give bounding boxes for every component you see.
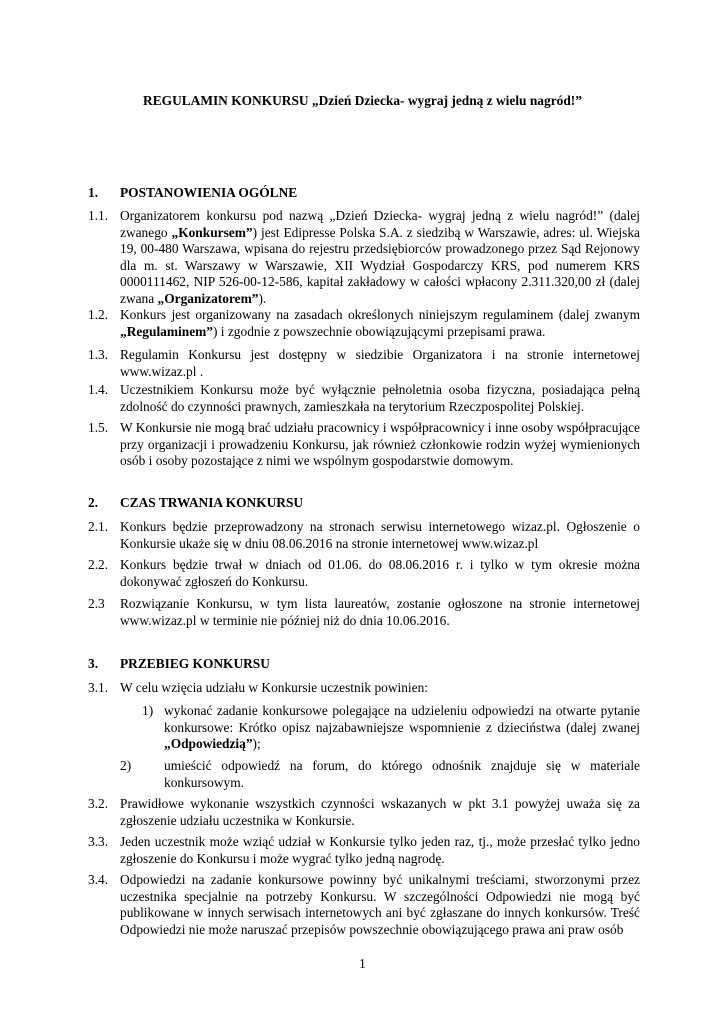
paragraph-text: Odpowiedzi na zadanie konkursowe powinny być unikalnymi treściami, stworzonymi przez uczestnika specjalnie na potrzeby Konkursu. W szczególności Odpowiedzi nie mogą być publikowane w innych serwisach internetowych ani być zgłaszane do innych konkursów. Treść Odpowiedzi nie może naruszać przepisów powszechnie obowiązującego prawa ani praw osób	[120, 872, 640, 937]
section-title: POSTANOWIENIA OGÓLNE	[120, 185, 298, 200]
paragraph-1-3	[88, 347, 640, 380]
section-heading-1	[88, 185, 297, 201]
paragraph-number: 2.1.	[88, 519, 109, 534]
list-item-text	[164, 703, 640, 753]
paragraph-text: W Konkursie nie mogą brać udziału pracownicy i współpracownicy i inne osoby współpracujące przy organizacji i prowadzeniu Konkursu, jak również członkowie rodzin wyżej wymienionych osób i osoby pozostające z nimi we wspólnym gospodarstwie domowym.	[120, 420, 640, 469]
paragraph-text: Prawidłowe wykonanie wszystkich czynności wskazanych w pkt 3.1 powyżej uważa się za zgłoszenie udziału uczestnika w Konkursie.	[120, 796, 640, 828]
section-title: PRZEBIEG KONKURSU	[120, 656, 270, 671]
paragraph-text	[120, 208, 640, 308]
section-number: 3.	[88, 656, 99, 671]
section-number: 2.	[88, 495, 99, 510]
paragraph-number: 1.4.	[88, 382, 109, 397]
defined-term: „Organizatorem”	[157, 290, 259, 306]
paragraph-number: 3.1.	[88, 680, 109, 695]
text-run: );	[252, 736, 261, 752]
paragraph-number: 1.3.	[88, 347, 109, 362]
section-number: 1.	[88, 185, 99, 200]
paragraph-3-1	[88, 680, 640, 697]
list-item-3-1-2	[120, 758, 640, 791]
defined-term: „Regulaminem”	[120, 323, 213, 339]
paragraph-1-5	[88, 420, 640, 470]
paragraph-number: 1.5.	[88, 420, 109, 435]
page-number: 1	[359, 956, 366, 971]
list-marker: 2)	[120, 758, 132, 773]
section-title: CZAS TRWANIA KONKURSU	[120, 495, 304, 510]
paragraph-text: Konkurs będzie przeprowadzony na stronach serwisu internetowego wizaz.pl. Ogłoszenie o Konkursie ukaże się w dniu 08.06.2016 na stronie internetowej www.wizaz.pl	[120, 519, 640, 551]
paragraph-number: 2.3	[88, 596, 105, 611]
section-heading-3	[88, 656, 270, 672]
defined-term: „Odpowiedzią”	[164, 736, 253, 752]
paragraph-3-2	[88, 796, 640, 829]
defined-term: „Konkursem”	[171, 224, 253, 240]
paragraph-number: 1.2.	[88, 307, 109, 322]
paragraph-number: 3.3.	[88, 834, 109, 849]
paragraph-text: Uczestnikiem Konkursu może być wyłącznie pełnoletnia osoba fizyczna, posiadająca pełną zdolność do czynności prawnych, zamieszkała na terytorium Rzeczpospolitej Polskiej.	[120, 382, 640, 414]
paragraph-number: 1.1.	[88, 208, 109, 223]
document-title: REGULAMIN KONKURSU „Dzień Dziecka- wygraj jedną z wielu nagród!”	[143, 93, 582, 108]
text-run: ).	[258, 290, 267, 306]
paragraph-number: 3.2.	[88, 796, 109, 811]
paragraph-text: Jeden uczestnik może wziąć udział w Konkursie tylko jeden raz, tj., może przesłać tylko jedno zgłoszenie do Konkursu i może wygrać tylko jedną nagrodę.	[120, 834, 640, 866]
paragraph-2-3	[88, 596, 640, 629]
paragraph-number: 2.2.	[88, 557, 109, 572]
list-item-3-1-1	[120, 703, 640, 753]
paragraph-3-4	[88, 872, 640, 938]
text-run: Organizatorem konkursu pod nazwą „Dzień Dziecka- wygraj jedną z wielu nagród!” (dalej zwanego	[120, 208, 640, 240]
paragraph-2-1	[88, 519, 640, 552]
paragraph-3-3	[88, 834, 640, 867]
paragraph-2-2	[88, 557, 640, 590]
paragraph-text: Regulamin Konkursu jest dostępny w siedzibie Organizatora i na stronie internetowej www.wizaz.pl .	[120, 347, 640, 379]
paragraph-1-1	[88, 208, 640, 308]
text-run: ) i zgodnie z powszechnie obowiązującymi przepisami prawa.	[212, 323, 546, 339]
text-run: ) jest Edipresse Polska S.A. z siedzibą w Warszawie, adres: ul. Wiejska 19, 00-480 Warszawa, wpisana do rejestru przedsiębiorców prowadzonego przez Sąd Rejonowy dla m. st. Warszawy w Warszawie, XII Wydział Gospodarczy KRS, pod numerem KRS 0000111462, NIP 526-00-12-586, kapitał zakładowy w całości wpłacony 2.311.320,00 zł (dalej zwana	[120, 224, 640, 306]
paragraph-1-4	[88, 382, 640, 415]
list-item-text: umieścić odpowiedź na forum, do którego odnośnik znajduje się w materiale konkursowym.	[164, 758, 640, 790]
paragraph-text: Rozwiązanie Konkursu, w tym lista laureatów, zostanie ogłoszone na stronie internetowej www.wizaz.pl w terminie nie później niż do dnia 10.06.2016.	[120, 596, 640, 628]
text-run: Konkurs jest organizowany na zasadach określonych niniejszym regulaminem (dalej zwanym	[120, 307, 640, 322]
paragraph-text: W celu wzięcia udziału w Konkursie uczestnik powinien:	[120, 680, 429, 695]
paragraph-number: 3.4.	[88, 872, 109, 887]
paragraph-1-2	[88, 307, 640, 340]
text-run: wykonać zadanie konkursowe polegające na udzieleniu odpowiedzi na otwarte pytanie konkursowe: Krótko opisz najzabawniejsze wspomnienie z dzieciństwa (dalej zwanej	[164, 703, 640, 735]
paragraph-text	[120, 307, 640, 340]
section-heading-2	[88, 495, 303, 511]
list-marker: 1)	[142, 703, 154, 718]
paragraph-text: Konkurs będzie trwał w dniach od 01.06. do 08.06.2016 r. i tylko w tym okresie można dokonywać zgłoszeń do Konkursu.	[120, 557, 640, 589]
